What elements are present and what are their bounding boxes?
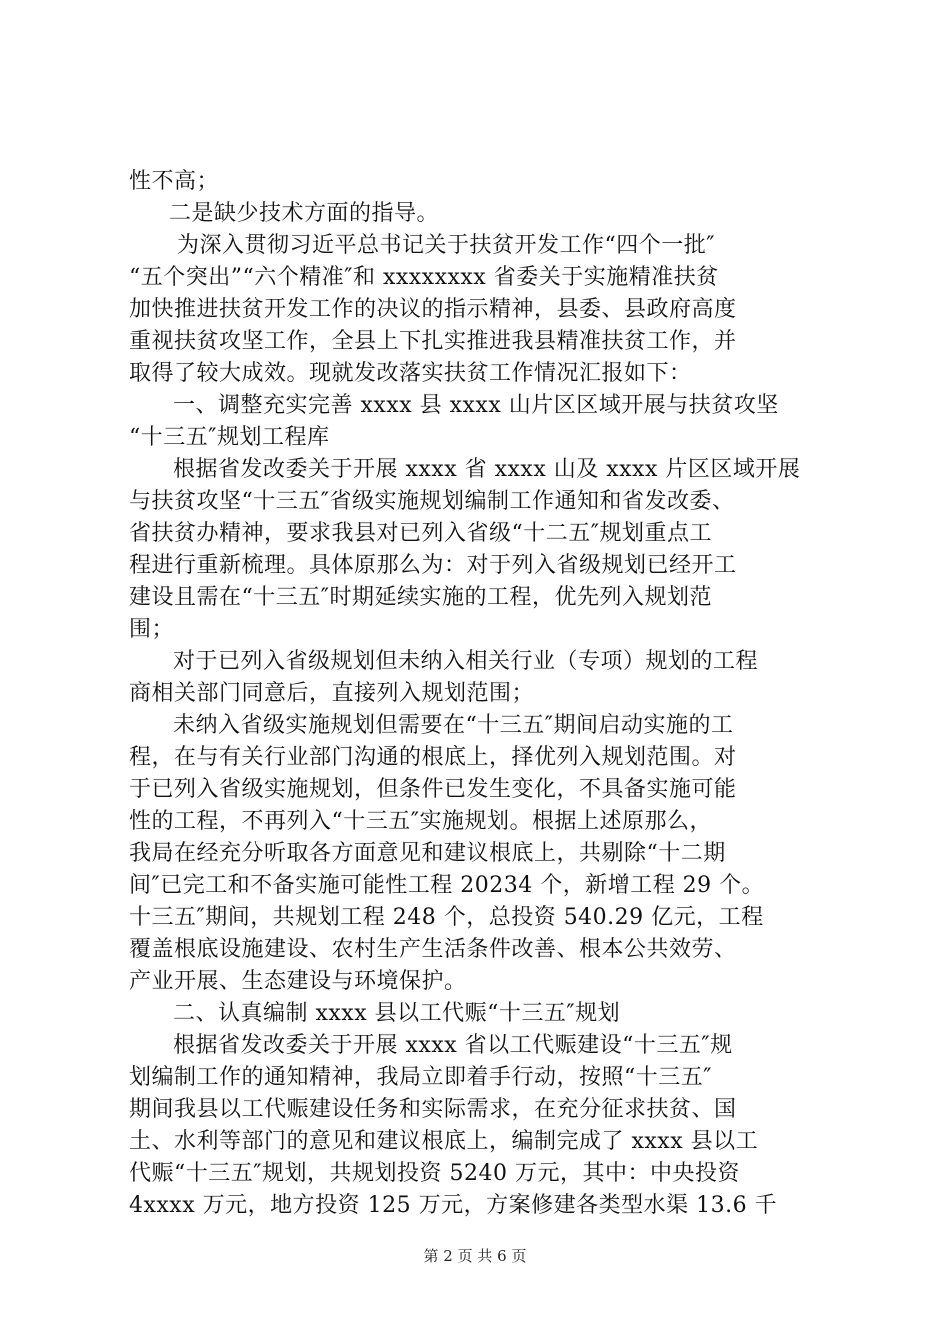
text-line: 十三五″期间，共规划工程 248 个，总投资 540.29 亿元，工程 bbox=[129, 905, 764, 930]
text-line: 程进行重新梳理。具体原那么为：对于列入省级规划已经开工 bbox=[129, 553, 737, 578]
text-line: 商相关部门同意后，直接列入规划范围； bbox=[129, 681, 535, 706]
text-line: 根据省发改委关于开展 xxxx 省 xxxx 山及 xxxx 片区区域开展 bbox=[173, 457, 801, 482]
text-line: 二是缺少技术方面的指导。 bbox=[169, 201, 440, 226]
text-line: 于已列入省级实施规划，但条件已发生变化，不具备实施可能 bbox=[129, 777, 737, 802]
text-line: 代赈“十三五″规划，共规划投资 5240 万元，其中：中央投资 bbox=[129, 1161, 740, 1186]
text-line: 一、调整充实完善 xxxx 县 xxxx 山片区区域开展与扶贫攻坚 bbox=[173, 393, 779, 418]
text-line: 期间我县以工代赈建设任务和实际需求，在充分征求扶贫、国 bbox=[129, 1097, 737, 1122]
text-line: 对于已列入省级规划但未纳入相关行业（专项）规划的工程 bbox=[173, 649, 759, 674]
text-line: 为深入贯彻习近平总书记关于扶贫开发工作“四个一批″ bbox=[177, 233, 715, 258]
text-line: 覆盖根底设施建设、农村生产生活条件改善、根本公共效劳、 bbox=[129, 937, 737, 962]
text-line: 性的工程，不再列入“十三五″实施规划。根据上述原那么， bbox=[129, 809, 712, 834]
text-line: 土、水利等部门的意见和建议根底上，编制完成了 xxxx 县以工 bbox=[129, 1129, 759, 1154]
text-line: 重视扶贫攻坚工作，全县上下扎实推进我县精准扶贫工作，并 bbox=[129, 329, 737, 354]
text-line: 划编制工作的通知精神，我局立即着手行动，按照“十三五″ bbox=[129, 1065, 712, 1090]
page-number-label: 第 2 页 共 6 页 bbox=[423, 1247, 527, 1265]
text-line: 性不高； bbox=[129, 169, 220, 194]
document-body bbox=[129, 166, 829, 1222]
text-line: 根据省发改委关于开展 xxxx 省以工代赈建设“十三五″规 bbox=[173, 1033, 733, 1058]
text-line: “五个突出”“六个精准″和 xxxxxxxx 省委关于实施精准扶贫 bbox=[129, 265, 719, 290]
text-line: 产业开展、生态建设与环境保护。 bbox=[129, 969, 467, 994]
text-line: 4xxxx 万元，地方投资 125 万元，方案修建各类型水渠 13.6 千 bbox=[129, 1193, 778, 1218]
text-line: 二、认真编制 xxxx 县以工代赈“十三五″规划 bbox=[173, 1001, 621, 1026]
text-line: 加快推进扶贫开发工作的决议的指示精神，县委、县政府高度 bbox=[129, 297, 737, 322]
text-line: 围； bbox=[129, 617, 175, 642]
text-line: 未纳入省级实施规划但需要在“十三五″期间启动实施的工 bbox=[173, 713, 734, 738]
text-line: 间″已完工和不备实施可能性工程 20234 个，新增工程 29 个。 bbox=[129, 873, 765, 898]
text-line: 程，在与有关行业部门沟通的根底上，择优列入规划范围。对 bbox=[129, 745, 737, 770]
text-line: 我局在经充分听取各方面意见和建议根底上，共剔除“十二期 bbox=[129, 841, 726, 866]
page-footer bbox=[0, 1246, 950, 1266]
text-line: “十三五″规划工程库 bbox=[129, 425, 330, 450]
text-line: 省扶贫办精神，要求我县对已列入省级“十二五″规划重点工 bbox=[129, 521, 712, 546]
text-line: 与扶贫攻坚“十三五″省级实施规划编制工作通知和省发改委、 bbox=[129, 489, 735, 514]
text-line: 建设且需在“十三五″时期延续实施的工程，优先列入规划范 bbox=[129, 585, 712, 610]
text-line: 取得了较大成效。现就发改落实扶贫工作情况汇报如下： bbox=[129, 361, 692, 386]
